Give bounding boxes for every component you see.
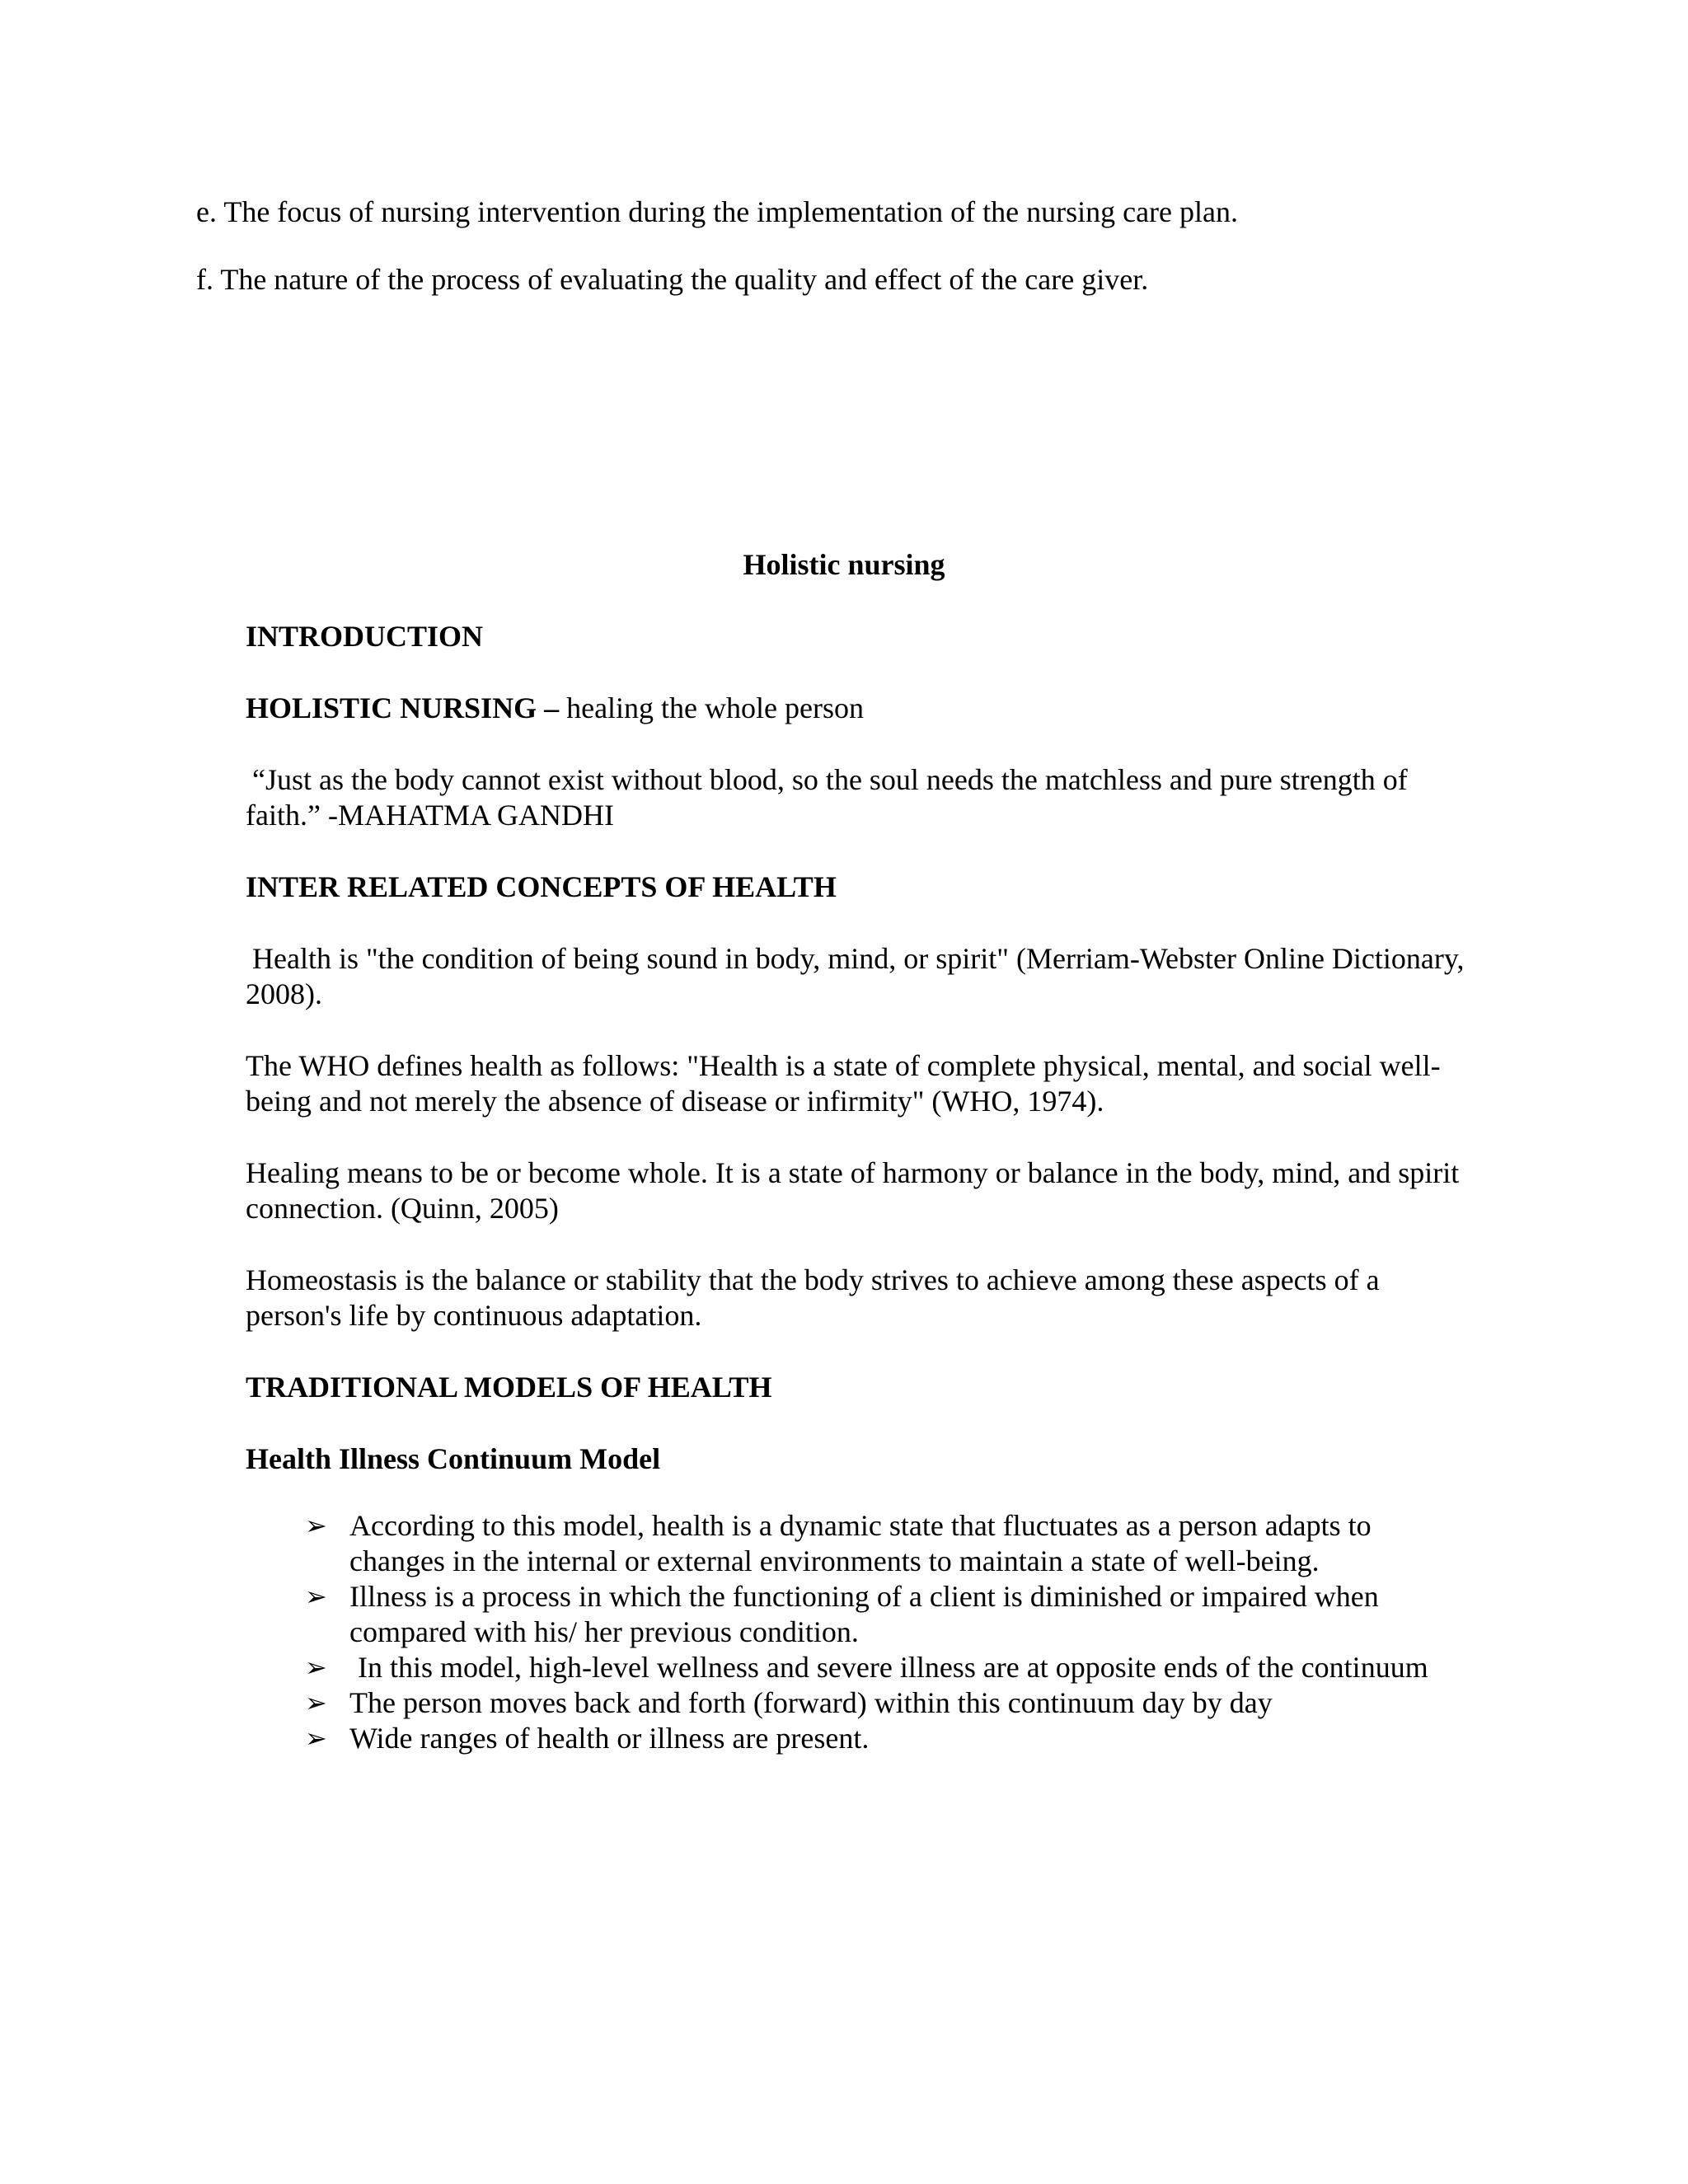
list-item-text: Wide ranges of health or illness are present. <box>349 1722 870 1755</box>
model-subheading: Health Illness Continuum Model <box>246 1442 661 1475</box>
holistic-nursing-line <box>246 691 864 726</box>
item-f: f. The nature of the process of evaluating the quality and effect of the care giver. <box>196 263 1149 296</box>
list-item-text: According to this model, health is a dynamic state that fluctuates as a person adapts to changes in the internal or external environments to maintain a state of well-being. <box>349 1509 1372 1577</box>
arrow-bullet-icon: ➢ <box>305 1510 327 1541</box>
list-item-text: Illness is a process in which the functioning of a client is diminished or impaired when compared with his/ her previous condition. <box>349 1580 1379 1648</box>
list-item <box>246 1685 1465 1721</box>
healing-definition-paragraph: Healing means to be or become whole. It is a state of harmony or balance in the body, mind, and spirit connection. (Quinn, 2005) <box>246 1156 1460 1225</box>
models-heading: TRADITIONAL MODELS OF HEALTH <box>246 1371 772 1404</box>
holistic-nursing-term: HOLISTIC NURSING – <box>246 691 560 724</box>
list-item <box>246 1579 1465 1650</box>
list-item-text: In this model, high-level wellness and severe illness are at opposite ends of the continuum <box>358 1651 1428 1684</box>
list-item <box>246 1650 1465 1685</box>
introduction-heading: INTRODUCTION <box>246 620 484 653</box>
homeostasis-paragraph: Homeostasis is the balance or stability that the body strives to achieve among these aspects of a person's life by continuous adaptation. <box>246 1263 1380 1332</box>
list-item <box>246 1508 1465 1579</box>
holistic-nursing-definition: healing the whole person <box>559 691 864 724</box>
who-definition-paragraph: The WHO defines health as follows: "Health is a state of complete physical, mental, and social well-being and not merely the absence of disease or infirmity" (WHO, 1974). <box>246 1049 1441 1118</box>
continuum-bullet-list <box>246 1508 1465 1756</box>
arrow-bullet-icon: ➢ <box>305 1722 327 1754</box>
gandhi-quote: “Just as the body cannot exist without blood, so the soul needs the matchless and pure strength of faith.” -MAHATMA GANDHI <box>246 763 1408 832</box>
arrow-bullet-icon: ➢ <box>305 1687 327 1718</box>
section-title: Holistic nursing <box>743 548 945 581</box>
list-item <box>246 1721 1465 1756</box>
list-item-text: The person moves back and forth (forward) within this continuum day by day <box>349 1686 1273 1719</box>
item-e: e. The focus of nursing intervention during the implementation of the nursing care plan. <box>196 195 1239 228</box>
concepts-heading: INTER RELATED CONCEPTS OF HEALTH <box>246 870 837 903</box>
arrow-bullet-icon: ➢ <box>305 1581 327 1612</box>
health-definition-paragraph: Health is "the condition of being sound in body, mind, or spirit" (Merriam-Webster Online Dictionary, 2008). <box>246 942 1465 1010</box>
arrow-bullet-icon: ➢ <box>305 1652 327 1683</box>
